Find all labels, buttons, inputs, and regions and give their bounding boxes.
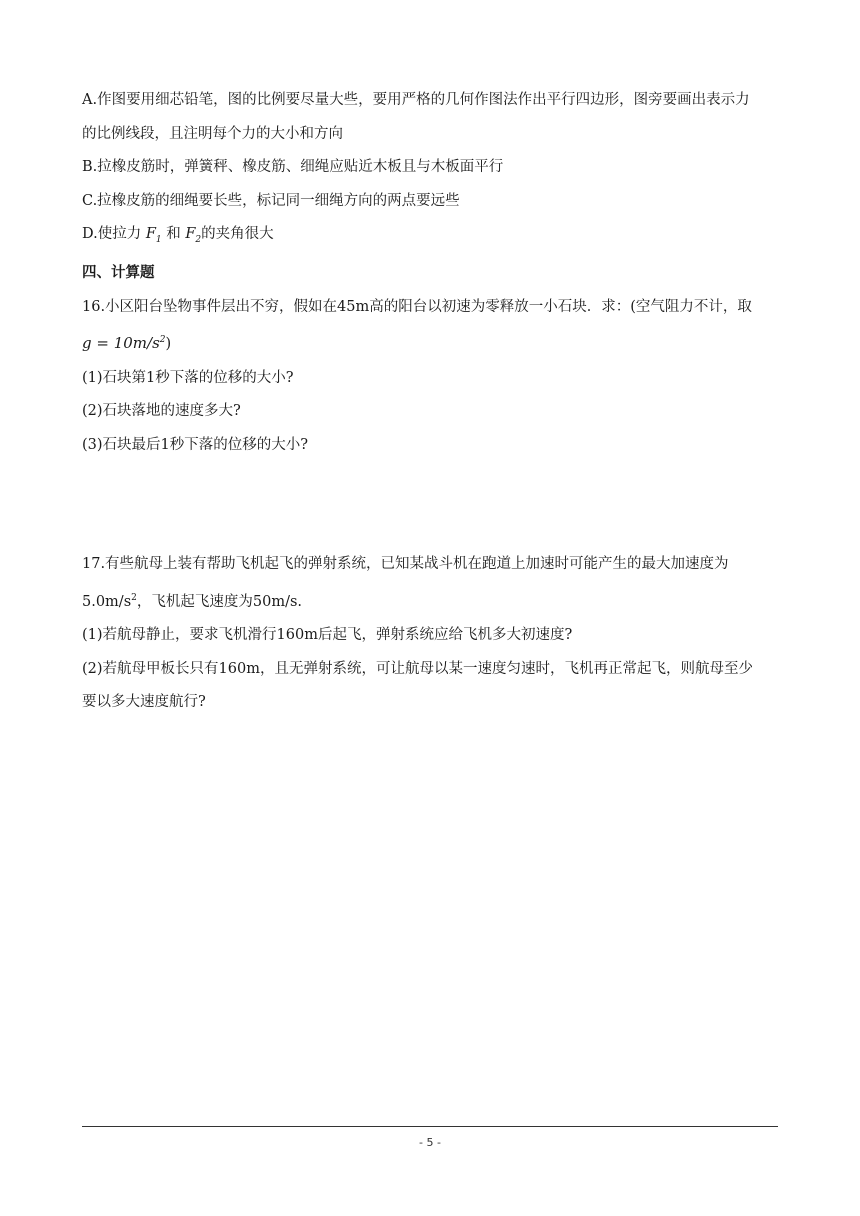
option-b: B.拉橡皮筋时，弹簧秤、橡皮筋、细绳应贴近木板且与木板面平行 <box>82 159 504 175</box>
question-17-stem: 17.有些航母上装有帮助飞机起飞的弹射系统，已知某战斗机在跑道上加速时可能产生的最大加速度为 <box>82 556 729 573</box>
page-number: - 5 - <box>419 1136 441 1149</box>
option-c: C.拉橡皮筋的细绳要长些，标记同一细绳方向的两点要远些 <box>82 192 460 209</box>
question-16-stem: 16.小区阳台坠物事件层出不穷，假如在45m高的阳台以初速为零释放一小石块．求：(空气阻力不计，取 <box>82 298 752 315</box>
option-a-line2: 的比例线段，且注明每个力的大小和方向 <box>82 125 343 142</box>
option-d <box>82 218 782 257</box>
document-page <box>82 84 782 720</box>
question-17-part-1: (1)若航母静止，要求飞机滑行160m后起飞，弹射系统应给飞机多大初速度? <box>82 627 573 644</box>
question-17-part-2-line2: 要以多大速度航行? <box>82 694 206 711</box>
question-17-part-2-line1: (2)若航母甲板长只有160m，且无弹射系统，可让航母以某一速度匀速时，飞机再正常起飞，则航母至少 <box>82 660 753 677</box>
question-16-part-3: (3)石块最后1秒下落的位移的大小? <box>82 436 309 453</box>
option-d-and: 和 <box>166 226 181 242</box>
gravity-formula: $g = 10m/s^2$ <box>82 334 166 353</box>
question-16-gravity: $g = 10m/s^2$) <box>82 334 172 353</box>
force-f2: $F_2$ <box>185 226 202 245</box>
section-heading-calculation: 四、计算题 <box>82 265 155 282</box>
answer-space <box>82 462 782 548</box>
option-a-line1: A.作图要用细芯铅笔，图的比例要尽量大些，要用严格的几何作图法作出平行四边形，图旁要画出表示力 <box>82 92 750 108</box>
question-16-part-2: (2)石块落地的速度多大? <box>82 403 241 420</box>
option-d-prefix: D.使拉力 <box>82 226 142 242</box>
question-16-part-1: (1)石块第1秒下落的位移的大小? <box>82 369 294 386</box>
question-17-stem-line2: $5.0m/s^2$，飞机起飞速度为50m/s. <box>82 592 303 610</box>
option-d-suffix: 的夹角很大 <box>201 226 274 242</box>
footer-divider <box>82 1126 778 1127</box>
force-f1: $F_1$ <box>145 226 162 245</box>
